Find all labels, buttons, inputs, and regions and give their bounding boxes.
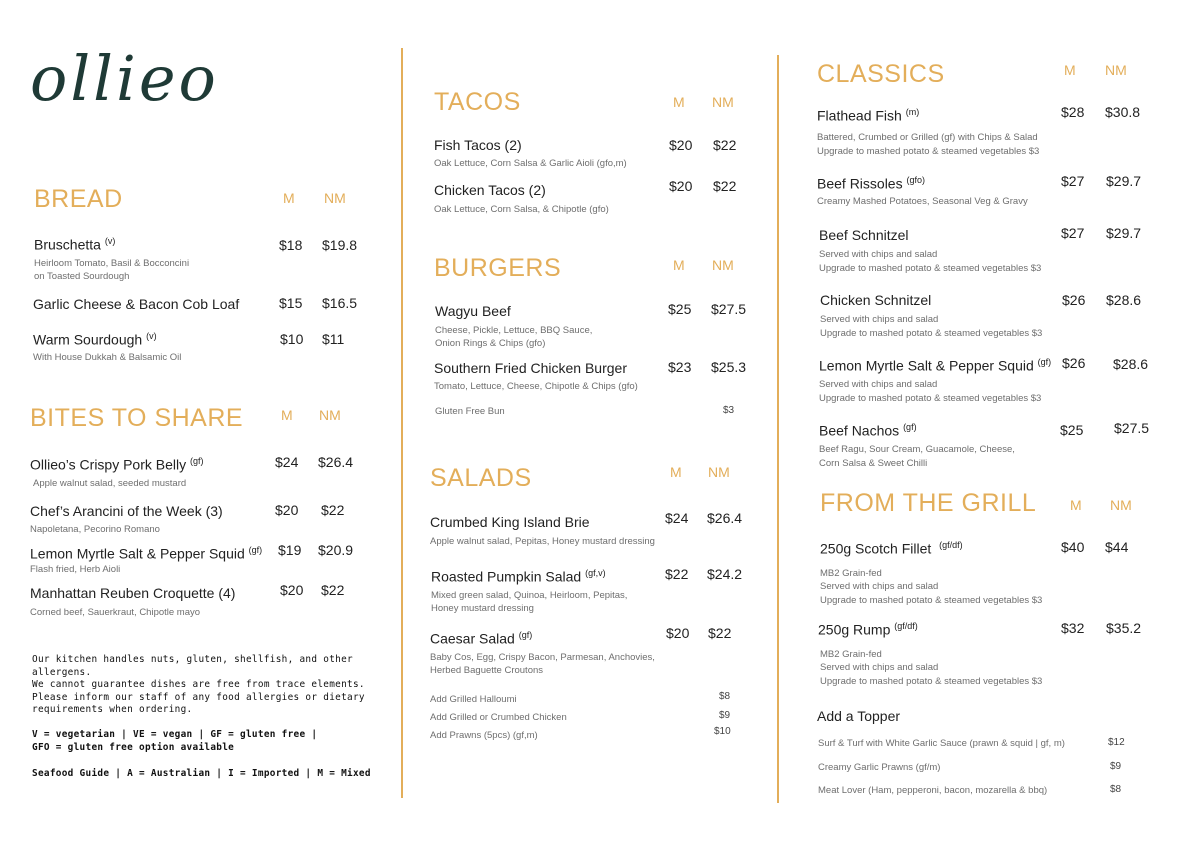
menu-item-name: Southern Fried Chicken Burger — [434, 360, 627, 376]
salad-extra: Add Grilled Halloumi — [430, 694, 517, 705]
extra-gluten-free-bun: Gluten Free Bun — [435, 406, 505, 417]
price-nm: $26.4 — [707, 510, 743, 526]
menu-item-desc: Mixed green salad, Quinoa, Heirloom, Pepitas, — [431, 590, 628, 601]
price-nm: $26.4 — [318, 454, 354, 470]
menu-item-desc: Upgrade to mashed potato & steamed vegetables $3 — [820, 328, 1043, 339]
price-nm: $29.7 — [1106, 173, 1142, 189]
price-m: $27 — [1061, 173, 1085, 189]
menu-item-desc: Corn Salsa & Sweet Chilli — [819, 458, 928, 469]
menu-item-name: Caesar Salad $^{(gf)}$ — [430, 630, 533, 647]
colhead-m: M — [1064, 62, 1076, 78]
menu-item-desc: on Toasted Sourdough — [34, 271, 130, 282]
menu-item-name: Chicken Tacos (2) — [434, 182, 546, 198]
colhead-nm: NM — [708, 464, 730, 480]
colhead-nm: NM — [319, 407, 341, 423]
price-m: $24 — [275, 454, 299, 470]
colhead-nm: NM — [712, 257, 734, 273]
menu-item-name: Flathead Fish $^{(m)}$ — [817, 107, 920, 124]
colhead-nm: NM — [324, 190, 346, 206]
extra-price: $10 — [714, 726, 731, 737]
topper-item: Surf & Turf with White Garlic Sauce (prawn & squid | gf, m) — [818, 738, 1065, 749]
price-nm: $27.5 — [1114, 420, 1150, 436]
menu-item-name: 250g Scotch Fillet $^{(gf/df)}$ — [820, 540, 963, 557]
menu-item-desc: Upgrade to mashed potato & steamed vegetables $3 — [820, 595, 1043, 606]
topper-item: Creamy Garlic Prawns (gf/m) — [818, 762, 941, 773]
menu-item-name: Bruschetta $^{(v)}$ — [34, 236, 116, 253]
price-nm: $22 — [321, 502, 345, 518]
colhead-nm: NM — [1105, 62, 1127, 78]
price-nm: $35.2 — [1106, 620, 1142, 636]
menu-item-desc: Served with chips and salad — [820, 581, 939, 592]
price-m: $26 — [1062, 355, 1086, 371]
menu-item-desc: Upgrade to mashed potato & steamed vegetables $3 — [819, 393, 1042, 404]
section-title-burgers: BURGERS — [434, 254, 562, 282]
price-nm: $22 — [708, 625, 732, 641]
price-nm: $28.6 — [1106, 292, 1142, 308]
price-m: $40 — [1061, 539, 1085, 555]
menu-item-desc: With House Dukkah & Balsamic Oil — [33, 352, 182, 363]
menu-item-name: Chef’s Arancini of the Week (3) — [30, 503, 223, 519]
colhead-m: M — [670, 464, 682, 480]
menu-item-name: Crumbed King Island Brie — [430, 514, 590, 530]
price-nm: $28.6 — [1113, 356, 1149, 372]
price-nm: $27.5 — [711, 301, 747, 317]
price-m: $24 — [665, 510, 689, 526]
section-title-tacos: TACOS — [434, 88, 521, 116]
price-nm: $16.5 — [322, 295, 358, 311]
extra-price: $9 — [719, 710, 731, 721]
price-m: $19 — [278, 542, 302, 558]
topper-price: $8 — [1110, 784, 1122, 795]
menu-item-desc: Served with chips and salad — [819, 379, 938, 390]
price-m: $27 — [1061, 225, 1085, 241]
price-m: $23 — [668, 359, 692, 375]
topper-price: $9 — [1110, 761, 1122, 772]
menu-item-desc: Apple walnut salad, seeded mustard — [33, 478, 187, 489]
menu-item-desc: Herbed Baguette Croutons — [430, 665, 544, 676]
price-m: $18 — [279, 237, 303, 253]
menu-item-name: Lemon Myrtle Salt & Pepper Squid $^{(gf)}$ — [819, 357, 1052, 374]
menu-item-desc: Baby Cos, Egg, Crispy Bacon, Parmesan, Anchovies, — [430, 652, 655, 663]
price-m: $20 — [669, 178, 693, 194]
price-m: $28 — [1061, 104, 1085, 120]
menu-item-desc: Served with chips and salad — [820, 662, 939, 673]
section-title-classics: CLASSICS — [817, 60, 945, 88]
colhead-m: M — [281, 407, 293, 423]
price-nm: $22 — [713, 137, 737, 153]
colhead-m: M — [1070, 497, 1082, 513]
menu-item-name: 250g Rump $^{(gf/df)}$ — [818, 621, 918, 638]
salad-extra: Add Prawns (5pcs) (gf,m) — [430, 730, 538, 741]
menu-item-name: Roasted Pumpkin Salad $^{(gf,v)}$ — [431, 568, 606, 585]
section-title-bites: BITES TO SHARE — [30, 404, 244, 432]
price-nm: $30.8 — [1105, 104, 1141, 120]
price-m: $20 — [280, 582, 304, 598]
menu-item-desc: Napoletana, Pecorino Romano — [30, 524, 160, 535]
colhead-m: M — [673, 94, 685, 110]
price-m: $25 — [668, 301, 692, 317]
menu-item-desc: Served with chips and salad — [820, 314, 939, 325]
salad-extra: Add Grilled or Crumbed Chicken — [430, 712, 567, 723]
price-nm: $19.8 — [322, 237, 358, 253]
menu-item-name: Fish Tacos (2) — [434, 137, 522, 153]
menu-item-desc: Battered, Crumbed or Grilled (gf) with Chips & Salad — [817, 132, 1038, 143]
menu-item-desc: Upgrade to mashed potato & steamed vegetables $3 — [820, 676, 1043, 687]
price-nm: $20.9 — [318, 542, 354, 558]
menu-item-name: Garlic Cheese & Bacon Cob Loaf — [33, 296, 240, 312]
menu-item-desc: Oak Lettuce, Corn Salsa, & Chipotle (gfo) — [434, 204, 609, 215]
price-nm: $11 — [322, 331, 345, 347]
menu-item-desc: MB2 Grain-fed — [820, 568, 882, 579]
menu-item-desc: Tomato, Lettuce, Cheese, Chipotle & Chips (gfo) — [434, 381, 638, 392]
menu-item-desc: Heirloom Tomato, Basil & Bocconcini — [34, 258, 190, 269]
colhead-m: M — [283, 190, 295, 206]
topper-price: $12 — [1108, 737, 1125, 748]
price-nm: $22 — [321, 582, 345, 598]
menu-item-desc: MB2 Grain-fed — [820, 649, 882, 660]
menu-item-desc: Honey mustard dressing — [431, 603, 534, 614]
price-m: $20 — [669, 137, 693, 153]
price-nm: $44 — [1105, 539, 1129, 555]
menu-item-desc: Beef Ragu, Sour Cream, Guacamole, Cheese, — [819, 444, 1015, 455]
divider-left — [401, 48, 403, 798]
allergy-note: Our kitchen handles nuts, gluten, shellfish, and other allergens. We cannot guarantee dishes are free from trace elements. Please inform our staff of any food allergies or dietary requirements when ordering. — [32, 654, 365, 715]
seafood-guide: Seafood Guide | A = Australian | I = Imported | M = Mixed — [32, 768, 371, 779]
menu-item-name: Manhattan Reuben Croquette (4) — [30, 585, 236, 601]
colhead-nm: NM — [712, 94, 734, 110]
menu-item-name: Lemon Myrtle Salt & Pepper Squid $^{(gf)}$ — [30, 545, 263, 562]
menu-item-desc: Onion Rings & Chips (gfo) — [435, 338, 546, 349]
menu-item-desc: Served with chips and salad — [819, 249, 938, 260]
menu-item-name: Ollieo’s Crispy Pork Belly $^{(gf)}$ — [30, 456, 204, 473]
brand-logo: ollieo — [30, 42, 219, 115]
extra-price: $3 — [723, 405, 735, 416]
menu-item-name: Beef Nachos $^{(gf)}$ — [819, 422, 917, 439]
menu-item-name: Beef Schnitzel — [819, 227, 909, 243]
dietary-legend: V = vegetarian | VE = vegan | GF = gluten free | GFO = gluten free option available — [32, 729, 318, 753]
section-title-bread: BREAD — [34, 185, 123, 213]
menu-item-desc: Creamy Mashed Potatoes, Seasonal Veg & Gravy — [817, 196, 1028, 207]
colhead-nm: NM — [1110, 497, 1132, 513]
menu-item-name: Beef Rissoles $^{(gfo)}$ — [817, 175, 925, 192]
section-title-grill: FROM THE GRILL — [820, 489, 1037, 517]
price-m: $26 — [1062, 292, 1086, 308]
price-m: $20 — [666, 625, 690, 641]
menu-item-desc: Upgrade to mashed potato & steamed vegetables $3 — [817, 146, 1040, 157]
menu-item-desc: Corned beef, Sauerkraut, Chipotle mayo — [30, 607, 201, 618]
menu-item-name: Chicken Schnitzel — [820, 292, 932, 308]
price-nm: $22 — [713, 178, 737, 194]
price-nm: $24.2 — [707, 566, 743, 582]
menu-item-desc: Cheese, Pickle, Lettuce, BBQ Sauce, — [435, 325, 593, 336]
price-m: $20 — [275, 502, 299, 518]
menu-item-desc: Apple walnut salad, Pepitas, Honey mustard dressing — [430, 536, 655, 547]
menu-item-desc: Oak Lettuce, Corn Salsa & Garlic Aioli (gfo,m) — [434, 158, 627, 169]
price-m: $10 — [280, 331, 304, 347]
menu-item-name: Warm Sourdough $^{(v)}$ — [33, 331, 157, 348]
menu-item-desc: Flash fried, Herb Aioli — [30, 564, 121, 575]
price-m: $22 — [665, 566, 689, 582]
section-title-salads: SALADS — [430, 464, 532, 492]
price-nm: $25.3 — [711, 359, 747, 375]
menu-item-name: Wagyu Beef — [435, 303, 511, 319]
menu-item-desc: Upgrade to mashed potato & steamed vegetables $3 — [819, 263, 1042, 274]
price-m: $25 — [1060, 422, 1084, 438]
price-m: $32 — [1061, 620, 1085, 636]
colhead-m: M — [673, 257, 685, 273]
price-m: $15 — [279, 295, 303, 311]
price-nm: $29.7 — [1106, 225, 1142, 241]
extra-price: $8 — [719, 691, 731, 702]
divider-right — [777, 55, 779, 803]
topper-title: Add a Topper — [817, 708, 901, 724]
topper-item: Meat Lover (Ham, pepperoni, bacon, mozarella & bbq) — [818, 785, 1048, 796]
